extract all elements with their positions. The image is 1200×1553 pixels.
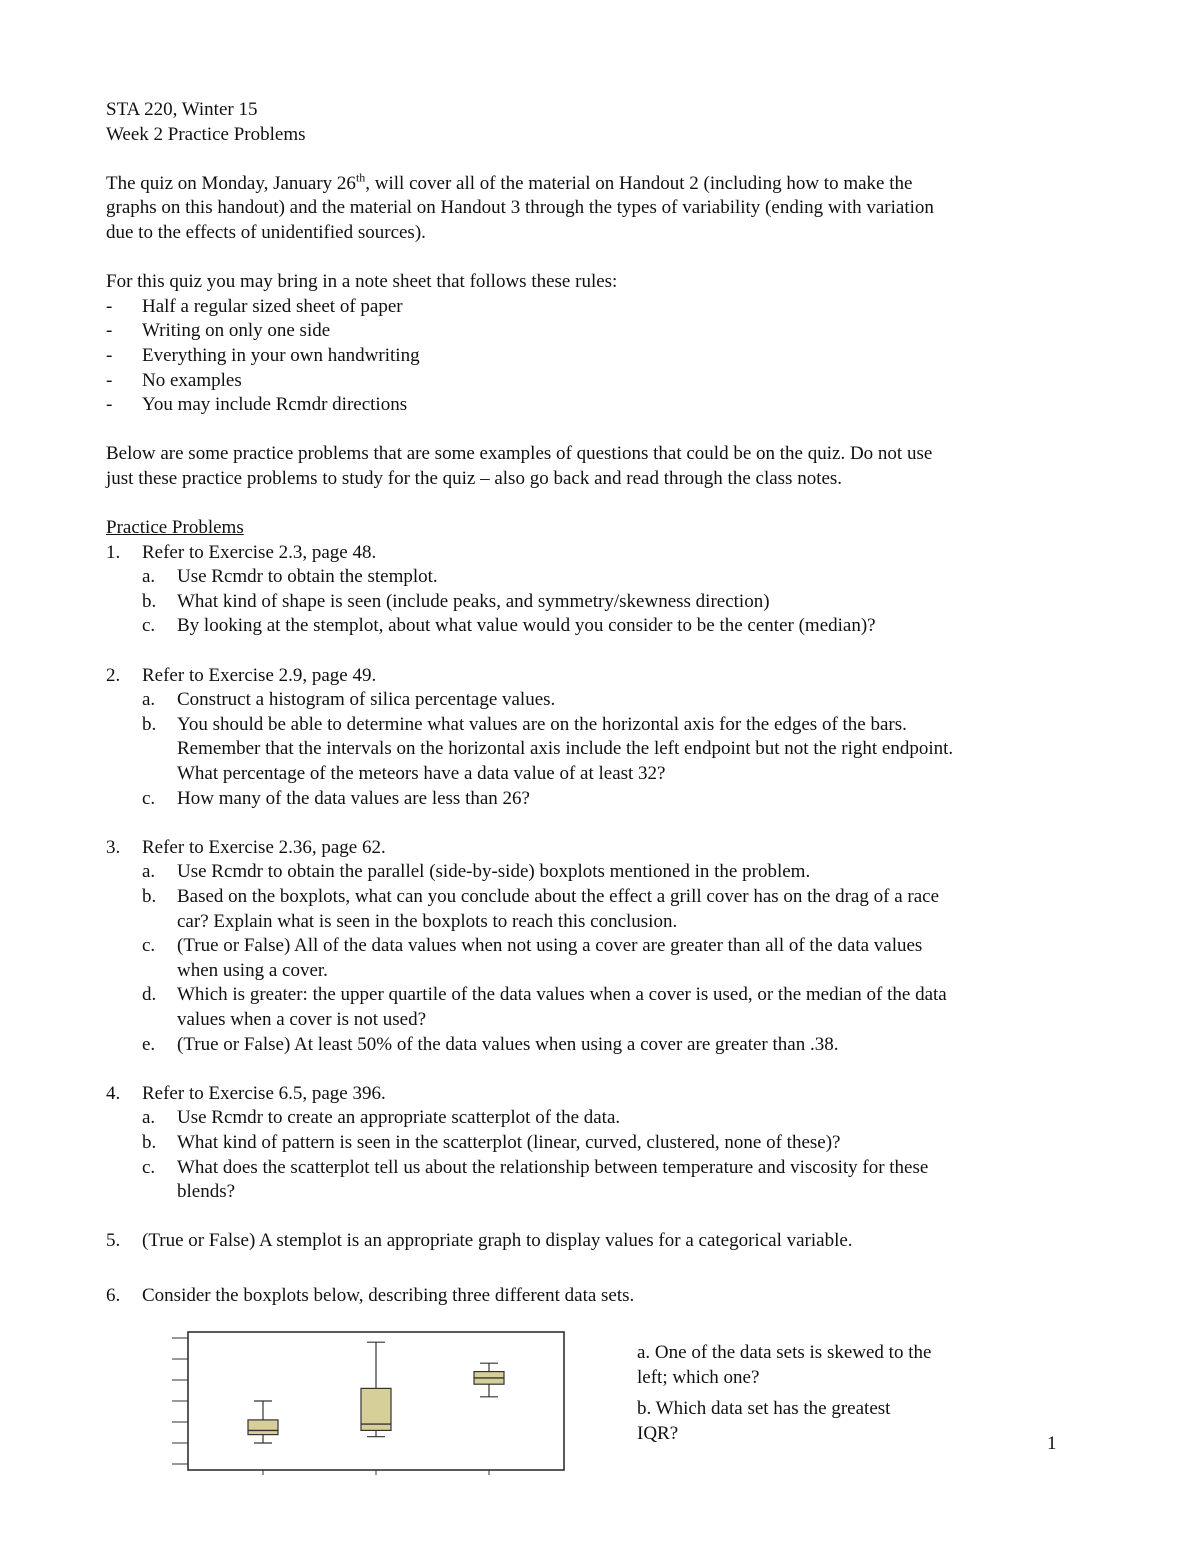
- course-title: STA 220, Winter 15: [106, 99, 258, 120]
- problem-3b-cont: car? Explain what is seen in the boxplots to reach this conclusion.: [177, 910, 678, 932]
- problem-2b: b. You should be able to determine what values are on the horizontal axis for the edges of the bars.: [142, 713, 907, 735]
- rule-item: - Everything in your own handwriting: [106, 344, 420, 366]
- problem-3e: e. (True or False) At least 50% of the data values when using a cover are greater than .38.: [142, 1033, 839, 1055]
- problem-1: 1. Refer to Exercise 2.3, page 48.: [106, 541, 377, 563]
- problem-1b: b. What kind of shape is seen (include peaks, and symmetry/skewness direction): [142, 590, 770, 612]
- problem-2a: a. Construct a histogram of silica percentage values.: [142, 689, 556, 711]
- rule-item: - Writing on only one side: [106, 320, 331, 342]
- intro-line-1: The quiz on Monday, January 26th, will cover all of the material on Handout 2 (including how to make the: [106, 170, 913, 194]
- problem-1c: c. By looking at the stemplot, about what value would you consider to be the center (median)?: [142, 615, 876, 637]
- q6-questions: [637, 1340, 997, 1446]
- problem-4a: a. Use Rcmdr to create an appropriate scatterplot of the data.: [142, 1107, 621, 1129]
- problem-3d: d. Which is greater: the upper quartile of the data values when a cover is used, or the median of the data: [142, 984, 947, 1006]
- problem-3b: b. Based on the boxplots, what can you conclude about the effect a grill cover has on the drag of a race: [142, 886, 940, 907]
- document-page: [106, 98, 1066, 1309]
- problem-4b: b. What kind of pattern is seen in the scatterplot (linear, curved, clustered, none of these)?: [142, 1131, 841, 1153]
- rule-item: - You may include Rcmdr directions: [106, 394, 408, 416]
- problem-5: 5. (True or False) A stemplot is an appropriate graph to display values for a categorical variable.: [106, 1230, 853, 1252]
- problem-4c: c. What does the scatterplot tell us about the relationship between temperature and viscosity for these: [142, 1156, 929, 1178]
- practice-heading: Practice Problems: [106, 517, 244, 539]
- rules-heading: For this quiz you may bring in a note sheet that follows these rules:: [106, 271, 618, 293]
- page-number: 1: [1047, 1433, 1057, 1454]
- problem-3c-cont: when using a cover.: [177, 959, 328, 981]
- boxplot-chart: [168, 1330, 568, 1480]
- problem-4c-cont: blends?: [177, 1181, 236, 1203]
- problem-6: 6. Consider the boxplots below, describing three different data sets.: [106, 1284, 635, 1306]
- box-iqr: [248, 1420, 278, 1435]
- problem-2: 2. Refer to Exercise 2.9, page 49.: [106, 664, 377, 686]
- intro-line-2: graphs on this handout) and the material on Handout 3 through the types of variability (ending with variation: [106, 197, 934, 219]
- rule-item: - No examples: [106, 369, 242, 391]
- q6a-line-2: left; which one?: [637, 1367, 760, 1388]
- problem-3: 3. Refer to Exercise 2.36, page 62.: [106, 836, 386, 858]
- problem-4: 4. Refer to Exercise 6.5, page 396.: [106, 1082, 386, 1104]
- problem-2b-cont: What percentage of the meteors have a data value of at least 32?: [177, 763, 666, 785]
- problem-3c: c. (True or False) All of the data values when not using a cover are greater than all of the data values: [142, 935, 923, 957]
- rule-item: - Half a regular sized sheet of paper: [106, 295, 403, 317]
- problem-1a: a. Use Rcmdr to obtain the stemplot.: [142, 566, 438, 588]
- document-title: Week 2 Practice Problems: [106, 123, 306, 145]
- problem-3a: a. Use Rcmdr to obtain the parallel (side-by-side) boxplots mentioned in the problem.: [142, 861, 811, 883]
- problem-2c: c. How many of the data values are less than 26?: [142, 787, 530, 809]
- note-line-1: Below are some practice problems that are some examples of questions that could be on the quiz. Do not use: [106, 443, 933, 465]
- q6a-line-1: a. One of the data sets is skewed to the: [637, 1342, 932, 1363]
- problem-2b-cont: Remember that the intervals on the horizontal axis include the left endpoint but not the right endpoint.: [177, 738, 954, 760]
- note-line-2: just these practice problems to study for the quiz – also go back and read through the class notes.: [106, 467, 843, 489]
- q6b-line-1: b. Which data set has the greatest: [637, 1398, 891, 1419]
- problem-3d-cont: values when a cover is not used?: [177, 1008, 427, 1030]
- q6b-line-2: IQR?: [637, 1423, 679, 1444]
- intro-line-3: due to the effects of unidentified sources).: [106, 221, 426, 243]
